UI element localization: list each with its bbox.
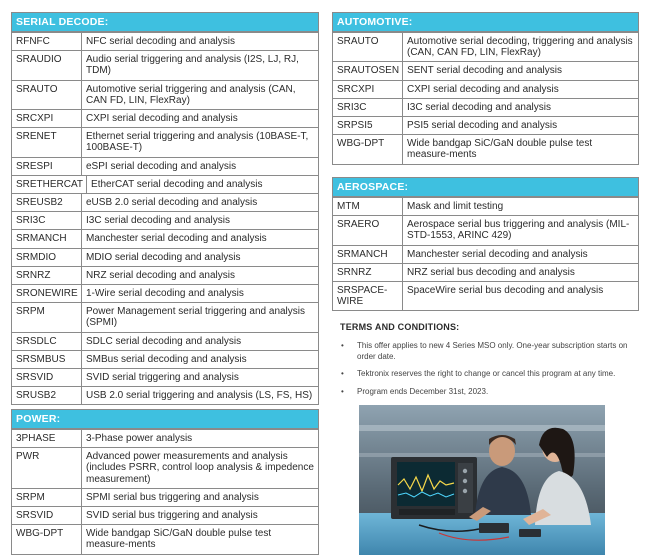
table-row [12,175,318,193]
table-row [333,197,638,215]
option-code: SRENET [12,128,82,156]
option-code: SRMDIO [12,249,82,266]
option-code: SRPM [12,489,82,506]
table-row [12,302,318,331]
aerospace-header: AEROSPACE: [333,178,638,197]
option-code: SRI3C [12,212,82,229]
option-code: SRI3C [333,99,403,116]
option-description: Mask and limit testing [407,201,504,212]
table-row [12,229,318,247]
option-code: SRPSI5 [333,117,403,134]
table-row [333,32,638,61]
option-code: SRAUTO [333,33,403,61]
serial-decode-header: SERIAL DECODE: [12,13,318,32]
table-row [333,61,638,79]
table-row [12,332,318,350]
option-description: SDLC serial decoding and analysis [86,335,242,347]
table-row [12,386,318,404]
option-description: Advanced power measurements and analysis (includes PSRR, control loop analysis & impedence measurement) [86,451,314,485]
terms-title: TERMS AND CONDITIONS: [340,322,460,332]
option-code: PWR [12,448,82,488]
option-description: eUSB 2.0 serial decoding and analysis [86,197,258,209]
option-description: SENT serial decoding and analysis [407,65,562,77]
table-row [12,157,318,175]
option-code: RFNFC [12,33,82,50]
option-description: Manchester serial decoding and analysis [86,233,267,245]
table-row [12,447,318,488]
option-code: SRONEWIRE [12,285,82,302]
option-description: I3C serial decoding and analysis [407,101,551,113]
option-code: SRCXPI [12,110,82,127]
option-description: Automotive serial triggering and analysis (CAN, CAN FD, LIN, FlexRay) [86,83,296,106]
terms-item: • This offer applies to new 4 Series MSO only. One-year subscription starts on order date. [340,341,635,362]
option-description: Ethernet serial triggering and analysis (10BASE-T, 100BASE-T) [86,131,309,154]
table-row [333,263,638,281]
table-row [12,32,318,50]
power-header: POWER: [12,410,318,429]
option-code: SRNRZ [333,264,403,281]
table-row [12,211,318,229]
option-description: SpaceWire serial bus decoding and analysis [407,285,604,297]
option-description: SMBus serial decoding and analysis [86,353,247,365]
option-code: SRESPI [12,158,82,175]
option-code: SRCXPI [333,81,403,98]
table-row [333,281,638,310]
option-code: SRMANCH [333,246,403,263]
option-code: SRSVID [12,369,82,386]
option-code: SRAERO [333,216,403,244]
option-code: SRSPACE-WIRE [333,282,403,310]
option-description: EtherCAT serial decoding and analysis [91,178,263,190]
table-row [333,116,638,134]
table-row [12,488,318,506]
table-row [12,109,318,127]
option-description: CXPI serial decoding and analysis [407,83,559,95]
terms-and-conditions [340,322,635,404]
table-row [12,266,318,284]
automotive-rows [333,32,638,164]
power-rows [12,429,318,554]
table-row [12,524,318,553]
option-description: Manchester serial decoding and analysis [407,248,588,260]
serial-decode-table [11,12,319,405]
option-description: Audio serial triggering and analysis (I2S, LJ, RJ, TDM) [86,54,299,77]
terms-list [340,341,635,397]
table-row [12,248,318,266]
automotive-header: AUTOMOTIVE: [333,13,638,32]
option-code: MTM [333,198,403,215]
option-code: SRSMBUS [12,351,82,368]
option-code: WBG-DPT [12,525,82,553]
option-code: SREUSB2 [12,194,82,211]
table-row [12,506,318,524]
option-code: 3PHASE [12,430,82,447]
automotive-table [332,12,639,165]
option-description: NRZ serial decoding and analysis [86,269,235,281]
option-code: SRMANCH [12,230,82,247]
option-description: Power Management serial triggering and analysis (SPMI) [86,306,306,329]
option-description: NFC serial decoding and analysis [86,36,235,47]
terms-item: • Program ends December 31st, 2023. [340,387,635,398]
terms-item: • Tektronix reserves the right to change or cancel this program at any time. [340,369,635,380]
table-row [333,245,638,263]
option-code: SRSDLC [12,333,82,350]
table-row [12,193,318,211]
option-description: 1-Wire serial decoding and analysis [86,288,244,300]
option-code: SRPM [12,303,82,331]
table-row [333,80,638,98]
table-row [12,127,318,156]
option-description: eSPI serial decoding and analysis [86,160,237,172]
table-row [333,98,638,116]
option-description: MDIO serial decoding and analysis [86,251,241,263]
option-description: CXPI serial decoding and analysis [86,113,238,125]
option-description: Aerospace serial bus triggering and analysis (MIL-STD-1553, ARINC 429) [407,219,630,242]
option-description: Wide bandgap SiC/GaN double pulse test measure-ments [407,138,593,161]
lab-photo-illustration [359,405,605,555]
table-row [12,350,318,368]
option-description: 3-Phase power analysis [86,433,193,444]
power-table [11,409,319,555]
option-code: SRAUTOSEN [333,62,403,79]
option-description: I3C serial decoding and analysis [86,215,230,227]
table-row [333,134,638,163]
option-description: Automotive serial decoding, triggering and analysis (CAN, CAN FD, LIN, FlexRay) [407,36,633,59]
option-code: SRNRZ [12,267,82,284]
table-row [12,368,318,386]
option-description: USB 2.0 serial triggering and analysis (LS, FS, HS) [86,390,313,402]
option-description: SVID serial bus triggering and analysis [86,510,258,522]
option-code: SRAUTO [12,81,82,109]
table-row [12,50,318,79]
table-row [12,80,318,109]
option-description: SVID serial triggering and analysis [86,372,239,384]
option-description: SPMI serial bus triggering and analysis [86,491,259,503]
table-row [12,284,318,302]
option-description: Wide bandgap SiC/GaN double pulse test measure-ments [86,528,272,551]
option-description: NRZ serial bus decoding and analysis [407,266,575,278]
table-row [333,215,638,244]
aerospace-rows [333,197,638,310]
option-code: SRUSB2 [12,387,82,404]
aerospace-table [332,177,639,311]
option-code: WBG-DPT [333,135,403,163]
option-description: PSI5 serial decoding and analysis [407,120,558,132]
lab-photo [359,405,605,555]
option-code: SRAUDIO [12,51,82,79]
table-row [12,429,318,447]
option-code: SRETHERCAT [12,176,87,193]
option-code: SRSVID [12,507,82,524]
serial-decode-rows [12,32,318,404]
